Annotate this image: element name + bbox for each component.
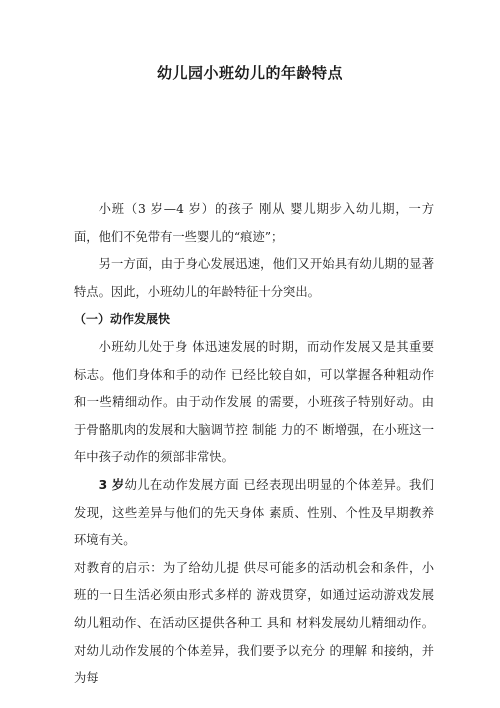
intro-paragraph-2: 另一方面，由于身心发展迅速，他们又开始具有幼儿期的显著特点。因此，小班幼儿的年龄特征十分突出。 [74,257,434,299]
document-title: 幼儿园小班幼儿的年龄特点 [156,64,343,82]
age-difference-paragraph [74,472,434,555]
document-body [74,196,434,693]
age-paragraph-text: 幼儿在动作发展方面 已经表现出明显的个体差异。我们发现，这些差异与他们的先天身体 素质、性别、个性及早期教养环境有关。 [74,477,434,548]
intro-paragraph-1: 小班（3 岁—4 岁）的孩子 刚从 婴儿期步入幼儿期，一方面，他们不免带有一些婴儿的“痕迹”； [74,202,434,244]
section-paragraph-1: 小班幼儿处于身 体迅速发展的时期，而动作发展又是其重要标志。他们身体和手的动作 已经比较自如，可以掌握各种粗动作和一些精细动作。由于动作发展 的需要，小班孩子特别好动。由于骨骼肌肉的发展和大脑调节控 制能 力的不 断增强，在小班这一年中孩子动作的须部非常快。 [74,339,434,465]
age-lead-text: 3 岁 [98,477,125,492]
education-implication-paragraph: 对教育的启示：为了给幼儿提 供尽可能多的活动机会和条件，小班的一日生活必须由形式多样的 游戏贯穿，如通过运动游戏发展幼儿粗动作、在活动区提供各种工 具和 材料发展幼儿精细动作。对幼儿动作发展的个体差异，我们要予以充分 的理解 和接纳，并为每 [74,560,434,686]
section-heading: （一）动作发展快 [74,312,171,327]
